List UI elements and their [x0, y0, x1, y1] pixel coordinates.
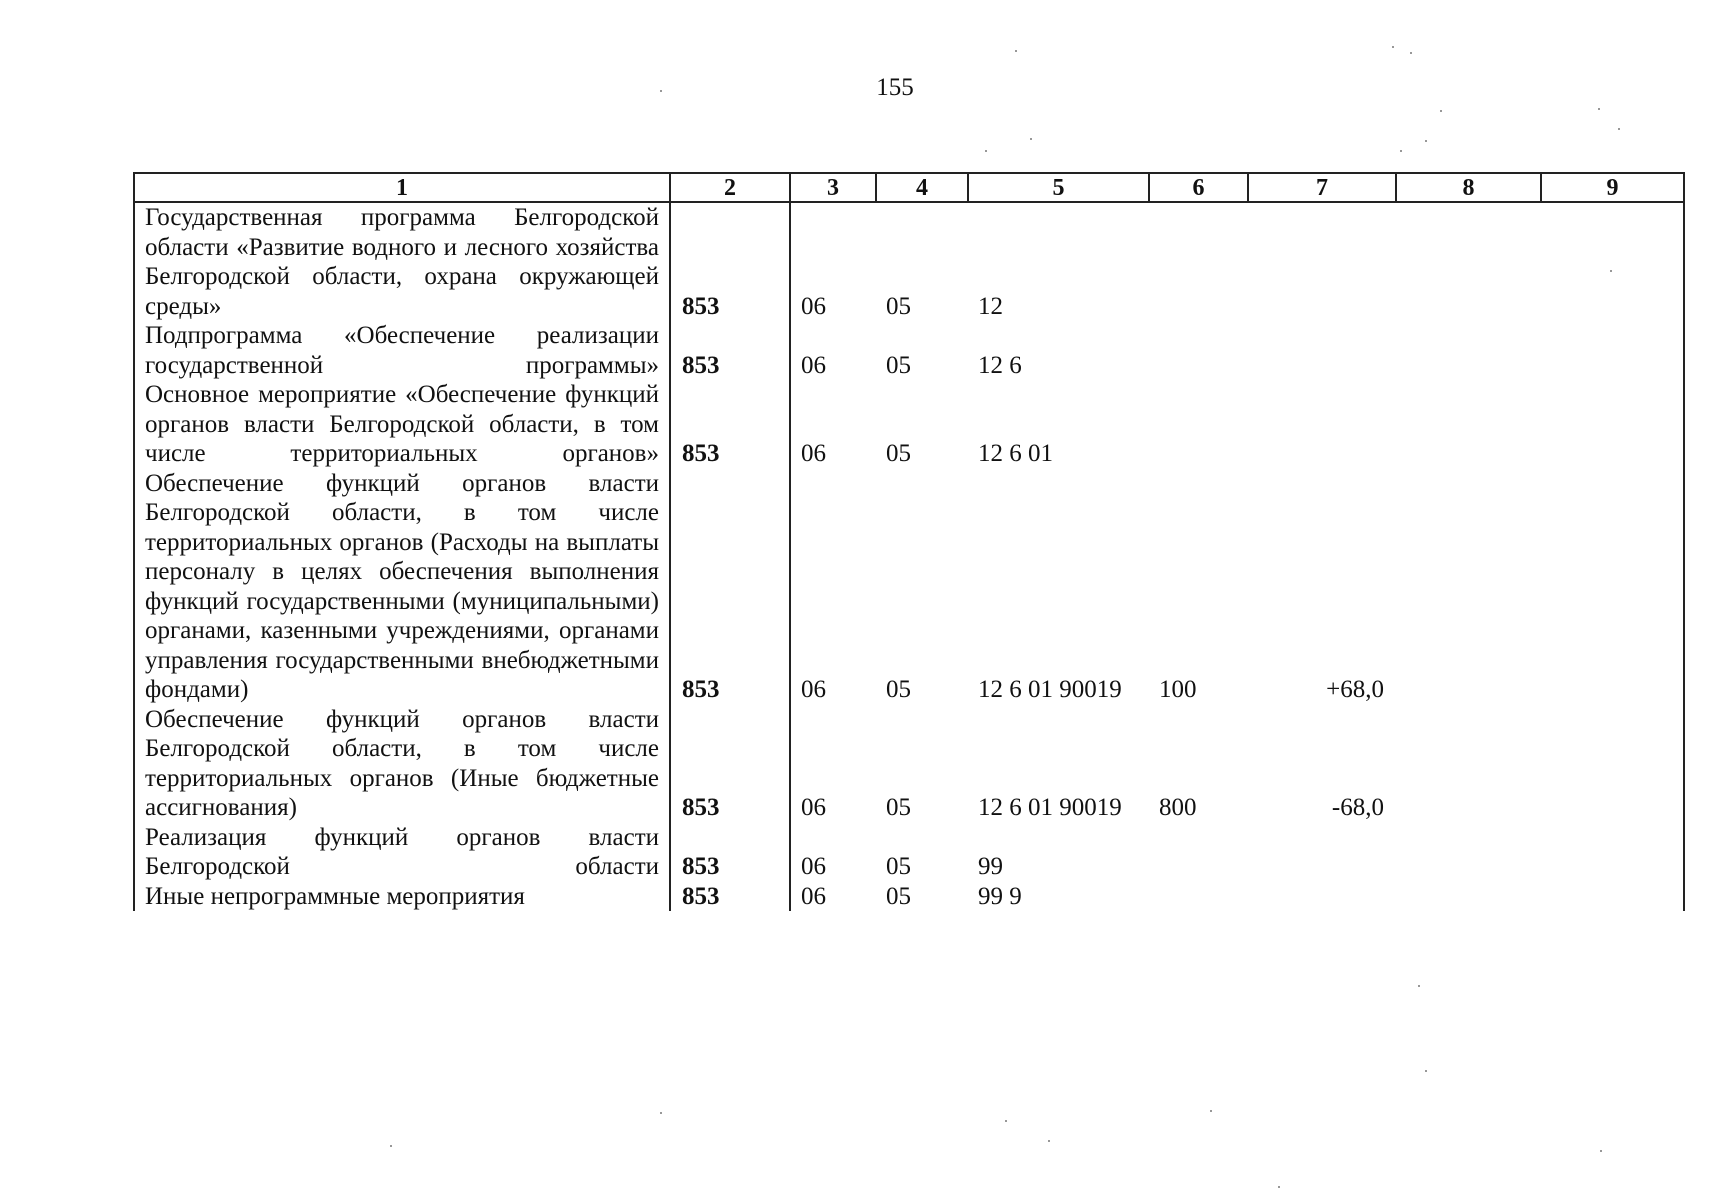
row-col8 [1396, 823, 1541, 882]
row-expense-type [1149, 380, 1248, 469]
row-col8 [1396, 380, 1541, 469]
table-row [134, 882, 1684, 912]
row-subsection: 05 [886, 676, 911, 703]
row-col8 [1396, 321, 1541, 380]
row-subsection: 05 [886, 292, 911, 320]
row-section: 06 [801, 351, 826, 379]
row-col8 [1396, 202, 1541, 321]
row-expense-type: 800 [1159, 794, 1197, 821]
header-col-4: 4 [876, 173, 968, 202]
row-name: Реализация функций органов власти Белгородской области [134, 823, 670, 882]
row-name: Обеспечение функций органов власти Белгородской области, в том числе территориальных органов (Расходы на выплаты персоналу в целях обеспечения выполнения функций государственными (муниципальными) органами, казенными учреждениями, органами управления государственными внебюджетными фондами) [134, 469, 670, 705]
table-row [134, 469, 1684, 705]
row-col9 [1541, 380, 1684, 469]
row-name: Иные непрограммные мероприятия [134, 882, 670, 912]
row-expense-type [1149, 202, 1248, 321]
row-code: 853 [670, 380, 790, 469]
row-target: 99 [978, 853, 1003, 880]
row-amount: -68,0 [1331, 794, 1384, 821]
row-subsection: 05 [886, 440, 911, 467]
table-row [134, 202, 1684, 321]
row-expense-type: 100 [1159, 676, 1197, 703]
row-section: 06 [801, 853, 826, 880]
row-code: 853 [670, 202, 790, 321]
header-col-3: 3 [790, 173, 876, 202]
row-code: 853 [670, 705, 790, 823]
row-code: 853 [670, 321, 790, 380]
row-section: 06 [801, 676, 826, 703]
row-target: 12 6 01 90019 [978, 676, 1122, 703]
row-code: 853 [670, 469, 790, 705]
table-row [134, 705, 1684, 823]
row-section: 06 [801, 440, 826, 467]
header-col-2: 2 [670, 173, 790, 202]
row-col9 [1541, 469, 1684, 705]
row-name: Основное мероприятие «Обеспечение функций органов власти Белгородской области, в том числе территориальных органов» [134, 380, 670, 469]
row-name: Государственная программа Белгородской области «Развитие водного и лесного хозяйства Белгородской области, охрана окружающей среды» [134, 202, 670, 321]
row-target: 12 6 01 90019 [978, 794, 1122, 821]
row-target: 12 6 01 [978, 440, 1053, 467]
row-code: 853 [670, 823, 790, 882]
page-number: 155 [876, 74, 914, 101]
header-col-6: 6 [1149, 173, 1248, 202]
row-col9 [1541, 882, 1684, 912]
row-section: 06 [801, 794, 826, 821]
row-col8 [1396, 705, 1541, 823]
budget-table [133, 172, 1685, 911]
row-amount [1248, 823, 1396, 882]
row-subsection: 05 [886, 351, 911, 379]
row-amount [1248, 321, 1396, 380]
table-row [134, 380, 1684, 469]
row-amount: +68,0 [1326, 676, 1384, 703]
row-expense-type [1149, 882, 1248, 912]
row-col9 [1541, 321, 1684, 380]
row-col9 [1541, 202, 1684, 321]
row-amount [1248, 202, 1396, 321]
row-section: 06 [801, 292, 826, 320]
table-row [134, 823, 1684, 882]
row-subsection: 05 [886, 853, 911, 880]
header-col-7: 7 [1248, 173, 1396, 202]
row-section: 06 [801, 882, 826, 910]
row-code: 853 [670, 882, 790, 912]
table-row [134, 321, 1684, 380]
row-expense-type [1149, 823, 1248, 882]
header-col-1: 1 [134, 173, 670, 202]
header-col-9: 9 [1541, 173, 1684, 202]
row-target: 12 6 [978, 351, 1022, 379]
row-name: Обеспечение функций органов власти Белгородской области, в том числе территориальных органов (Иные бюджетные ассигнования) [134, 705, 670, 823]
row-col9 [1541, 705, 1684, 823]
row-name: Подпрограмма «Обеспечение реализации государственной программы» [134, 321, 670, 380]
row-target: 12 [978, 292, 1003, 320]
header-col-5: 5 [968, 173, 1149, 202]
row-col8 [1396, 882, 1541, 912]
row-target: 99 9 [978, 882, 1022, 910]
row-col9 [1541, 823, 1684, 882]
row-amount [1248, 380, 1396, 469]
header-col-8: 8 [1396, 173, 1541, 202]
row-subsection: 05 [886, 882, 911, 910]
row-amount [1248, 882, 1396, 912]
row-subsection: 05 [886, 794, 911, 821]
header-row [134, 173, 1684, 202]
row-expense-type [1149, 321, 1248, 380]
row-col8 [1396, 469, 1541, 705]
